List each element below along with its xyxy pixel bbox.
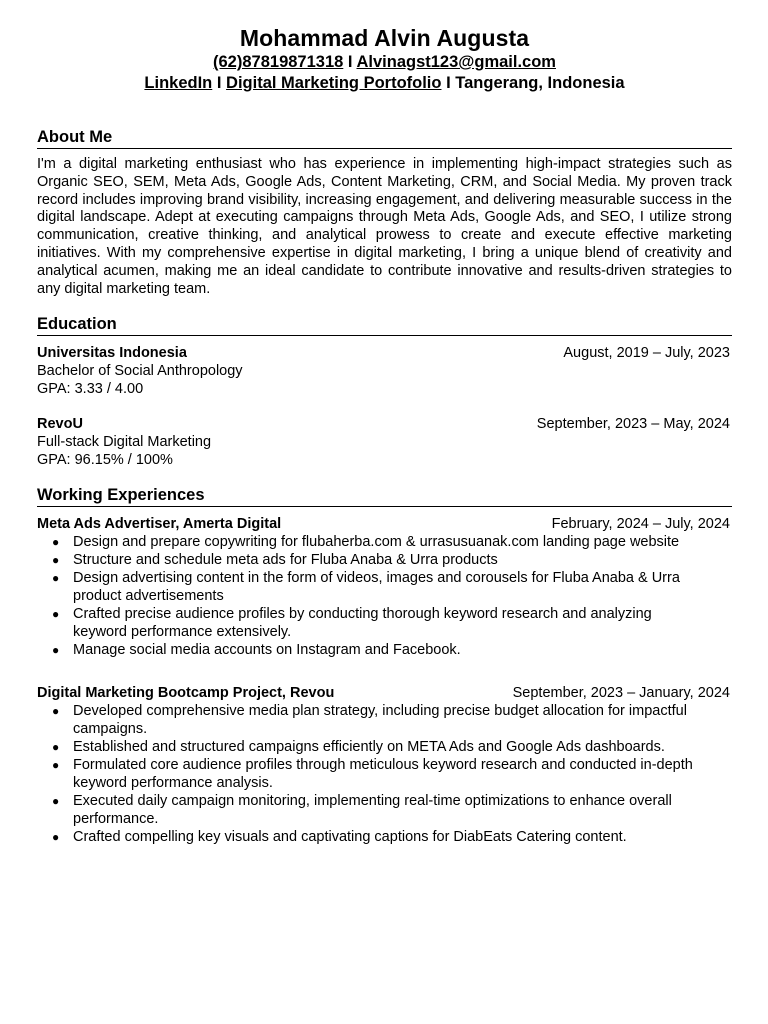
list-item [37,533,707,551]
bullet-icon: ● [52,740,60,755]
institution-name: RevoU [37,416,83,433]
bullet-icon: ● [52,571,60,586]
bullet-icon: ● [52,704,60,719]
list-item [37,641,707,659]
bullet-text: Design and prepare copywriting for flubaherba.com & urrasusuanak.com landing page website [73,534,680,551]
about-paragraph: I'm a digital marketing enthusiast who has experience in implementing high-impact strategies such as Organic SEO, SEM, Meta Ads, Google Ads, Content Marketing, CRM, and Social Media. My proven track record includes improving brand visibility, increasing engagement, and delivering measurable success in the digital landscape. Adept at executing campaigns through Meta Ads, Google Ads, and SEO, I utilize strong communication, creative thinking, and analytical prowess to create and execute effective marketing initiatives. With my comprehensive expertise in digital marketing, I bring a unique blend of creativity and analytical acumen, making me an ideal candidate to contribute innovative and results-driven strategies to any digital marketing team. [37,156,732,297]
bullet-text: Manage social media accounts on Instagram and Facebook. [73,642,461,659]
bullet-icon: ● [52,535,60,550]
list-item [37,551,707,569]
bullet-text: Formulated core audience profiles through meticulous keyword research and conducted in-depth keyword performance analysis. [73,757,693,792]
bullet-text: Design advertising content in the form of videos, images and corousels for Fluba Anaba & Urra product advertisements [73,570,680,605]
date-range: August, 2019 – July, 2023 [563,345,730,362]
gpa-value: GPA: 3.33 / 4.00 [37,381,144,398]
separator: I [347,53,353,71]
list-item [37,702,707,738]
job-entry [37,684,732,846]
gpa-value: GPA: 96.15% / 100% [37,452,173,469]
job-bullets [37,702,732,846]
links-line [37,73,732,94]
date-range: September, 2023 – January, 2024 [512,685,730,702]
portfolio-link[interactable]: Digital Marketing Portofolio [226,74,442,92]
contact-line [37,52,732,73]
date-range: September, 2023 – May, 2024 [536,416,730,433]
separator: I [216,74,222,92]
location-text: Tangerang, Indonesia [455,74,625,92]
list-item [37,828,707,846]
degree-program: Full-stack Digital Marketing [37,434,212,451]
job-entry [37,515,732,659]
bullet-text: Executed daily campaign monitoring, implementing real-time optimizations to enhance overall performance. [73,793,672,828]
education-heading: Education [37,314,732,336]
bullet-text: Crafted precise audience profiles by conducting thorough keyword research and analyzing keyword performance extensively. [73,606,652,641]
education-entry [37,344,732,398]
job-role: Digital Marketing Bootcamp Project, Revou [37,685,335,702]
list-item [37,569,707,605]
institution-name: Universitas Indonesia [37,345,187,362]
list-item [37,738,707,756]
linkedin-link[interactable]: LinkedIn [144,74,213,92]
bullet-icon: ● [52,643,60,658]
work-heading: Working Experiences [37,485,732,507]
candidate-name: Mohammad Alvin Augusta [239,25,530,51]
list-item [37,605,707,641]
phone-link[interactable]: (62)87819871318 [213,53,344,71]
degree-program: Bachelor of Social Anthropology [37,363,243,380]
email-link[interactable]: Alvinagst123@gmail.com [356,53,556,71]
bullet-icon: ● [52,607,60,622]
bullet-text: Crafted compelling key visuals and captivating captions for DiabEats Catering content. [73,829,627,846]
about-heading: About Me [37,127,732,149]
bullet-icon: ● [52,758,60,773]
bullet-text: Established and structured campaigns efficiently on META Ads and Google Ads dashboards. [73,739,665,756]
list-item [37,756,707,792]
separator: I [446,74,451,92]
list-item [37,792,707,828]
bullet-icon: ● [52,830,60,845]
bullet-icon: ● [52,553,60,568]
job-role: Meta Ads Advertiser, Amerta Digital [37,516,282,533]
bullet-icon: ● [52,794,60,809]
date-range: February, 2024 – July, 2024 [551,516,730,533]
resume-header [37,0,732,94]
bullet-text: Structure and schedule meta ads for Fluba Anaba & Urra products [73,552,498,569]
education-entry [37,415,732,469]
job-bullets [37,533,732,659]
bullet-text: Developed comprehensive media plan strategy, including precise budget allocation for impactful campaigns. [73,703,687,738]
